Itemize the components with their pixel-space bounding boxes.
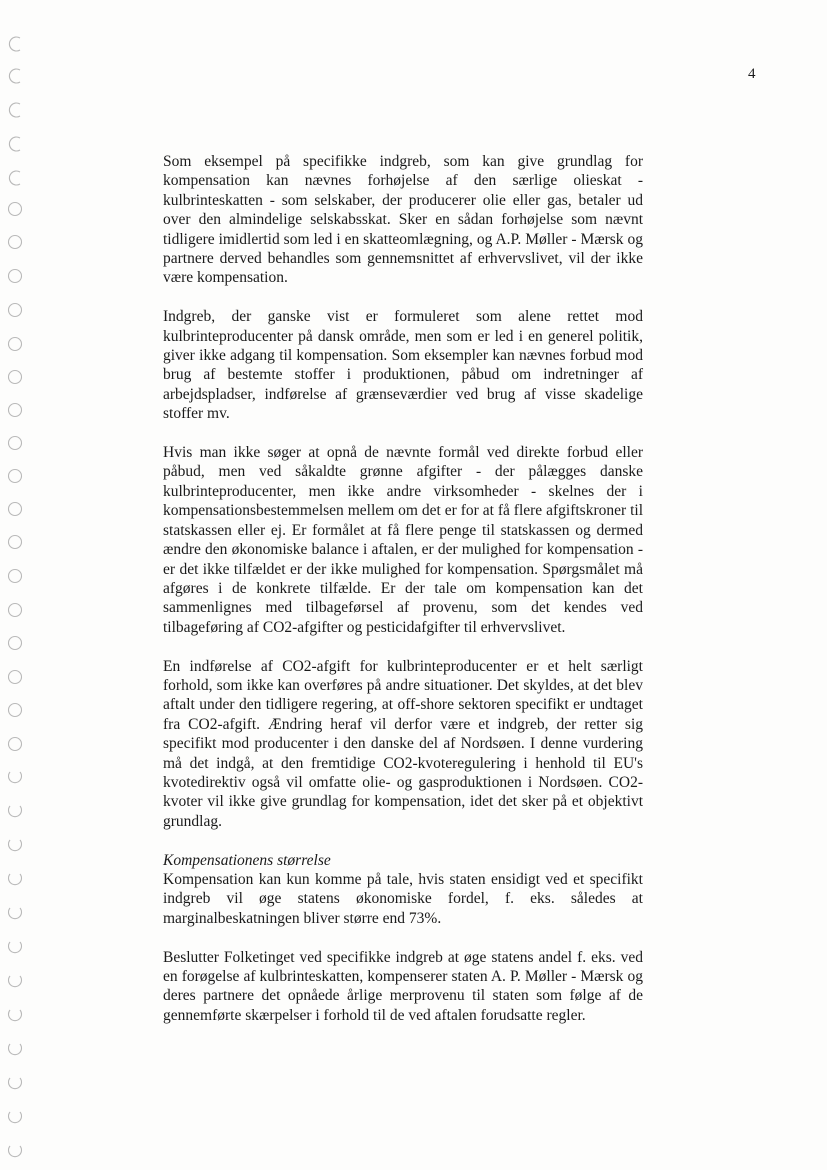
paragraph: Som eksempel på specifikke indgreb, som kan give grundlag for kompensation kan nævnes forhøjelse af den særlige olieskat - kulbrinteskatten - som selskaber, der producerer olie eller gas, betaler ud over den almindelige selskabsskat. Sker en sådan forhøjelse som nævnt tidligere imidlertid som led i en skatteomlægning, og A.P. Møller - Mærsk og partnere derved behandles som gennemsnittet af erhvervslivet, vil der ikke være kompensation. <box>163 153 643 287</box>
paragraph: En indførelse af CO2-afgift for kulbrinteproducenter er et helt særligt forhold, som ikke kan overføres på andre situationer. Det skyldes, at det blev aftalt under den tidligere regering, at off-shore sektoren specifikt er undtaget fra CO2-afgift. Ændring heraf vil derfor være et indgreb, der retter sig specifikt mod producenter i den danske del af Nordsøen. I denne vurdering må det indgå, at den fremtidige CO2-kvoteregulering i henhold til EU's kvotedirektiv også vil omfatte olie- og gasproduktionen i Nordsøen. CO2-kvoter vil ikke give grundlag for kompensation, idet det sker på et objektivt grundlag. <box>163 657 643 830</box>
paragraph: Hvis man ikke søger at opnå de nævnte formål ved direkte forbud eller påbud, men ved såkaldte grønne afgifter - der pålægges danske kulbrinteproducenter, men ikke andre virksomheder - skelnes der i kompensationsbestemmelsen mellem om det er for at få flere afgiftskroner til statskassen eller ej. Er formålet at få flere penge til statskassen og dermed ændre den økonomiske balance i aftalen, er der mulighed for kompensation - er det ikke tilfældet er der ikke mulighed for kompensation. Spørgsmålet må afgøres i de konkrete tilfælde. Er der tale om kompensation kan det sammenlignes med tilbageførsel af provenu, som det kendes ved tilbageføring af CO2-afgifter og pesticidafgifter til erhvervslivet. <box>163 444 643 636</box>
binder-holes-graphic <box>0 0 30 1170</box>
page-number: 4 <box>748 66 756 82</box>
paragraph: Beslutter Folketinget ved specifikke indgreb at øge statens andel f. eks. ved en forøgelse af kulbrinteskatten, kompenserer staten A. P. Møller - Mærsk og deres partnere det opnåede årlige merprovenu til staten som følge af de gennemførte skærpelser i forhold til de ved aftalen forudsatte regler. <box>163 948 643 1024</box>
binder-holes <box>0 0 30 1170</box>
section-heading: Kompensationens størrelse <box>163 851 331 869</box>
paragraph: Indgreb, der ganske vist er formuleret som alene rettet mod kulbrinteproducenter på dansk område, men som er led i en generel politik, giver ikke adgang til kompensation. Som eksempler kan nævnes forbud mod brug af bestemte stoffer i produktionen, påbud om indretninger af arbejdspladser, indførelse af grænseværdier ved brug af visse skadelige stoffer mv. <box>163 308 643 423</box>
document-body <box>163 152 643 1045</box>
paragraph: Kompensation kan kun komme på tale, hvis staten ensidigt ved et specifikt indgreb vil øge statens økonomiske fordel, f. eks. således at marginalbeskatningen bliver større end 73%. <box>163 870 643 927</box>
